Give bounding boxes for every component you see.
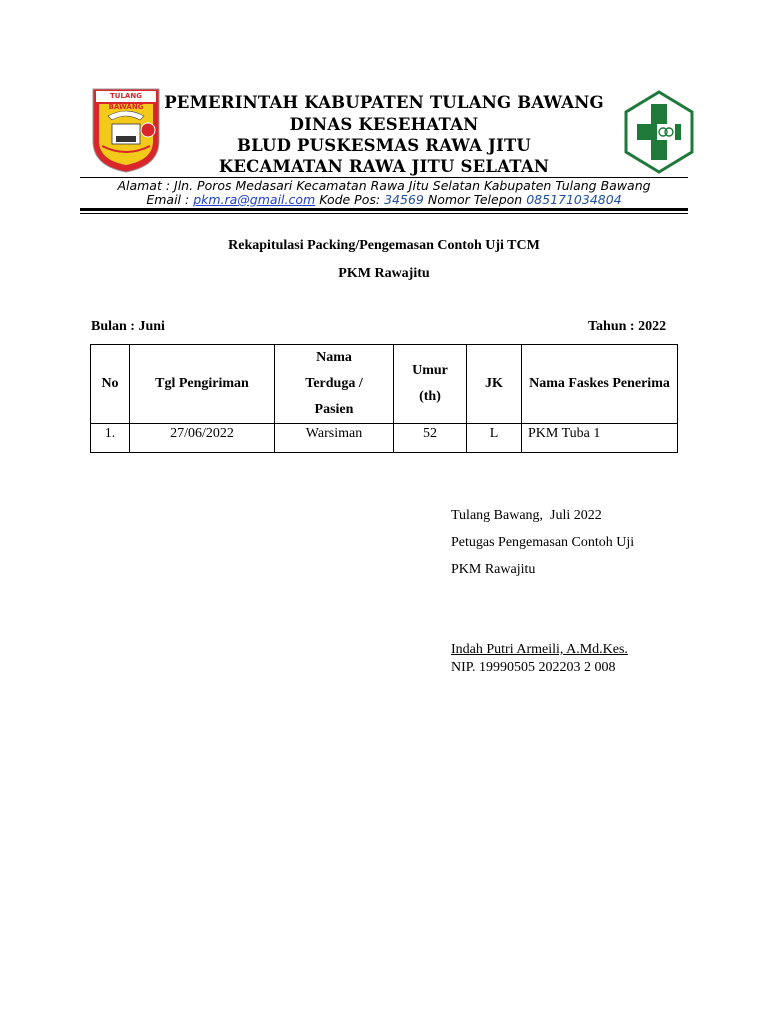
- logo-caption: TULANG BAWANG: [108, 92, 144, 111]
- col-umur-2: (th): [419, 389, 441, 404]
- col-umur: [394, 345, 467, 424]
- header-rule-bottom: [80, 208, 688, 211]
- kop-line-1: PEMERINTAH KABUPATEN TULANG BAWANG: [164, 93, 604, 112]
- document-title: Rekapitulasi Packing/Pengemasan Contoh Uji TCM: [228, 238, 540, 253]
- phone-label: Nomor Telepon: [427, 192, 523, 207]
- col-faskes: Nama Faskes Penerima: [522, 345, 678, 424]
- col-umur-1: Umur: [412, 363, 448, 378]
- cell-jk: L: [467, 424, 522, 453]
- address-line: Alamat : Jln. Poros Medasari Kecamatan Rawa Jitu Selatan Kabupaten Tulang Bawang: [117, 178, 651, 193]
- contact-line: [0, 192, 768, 207]
- table-header-row: [91, 345, 678, 424]
- col-no: No: [91, 345, 130, 424]
- cell-nama: Warsiman: [275, 424, 394, 453]
- email-label: Email :: [146, 192, 190, 207]
- kop-line-2: DINAS KESEHATAN: [289, 115, 479, 134]
- document-subtitle: PKM Rawajitu: [338, 266, 430, 281]
- phone-value: 085171034804: [526, 192, 622, 207]
- cell-faskes: PKM Tuba 1: [522, 424, 678, 453]
- col-nama-3: Pasien: [314, 402, 354, 417]
- kop-line-3: BLUD PUSKESMAS RAWA JITU: [236, 136, 532, 155]
- signature-role-1: Petugas Pengemasan Contoh Uji: [451, 535, 635, 550]
- month-label: Bulan : Juni: [91, 319, 165, 334]
- col-tgl: Tgl Pengiriman: [130, 345, 275, 424]
- cell-umur: 52: [394, 424, 467, 453]
- pos-value: 34569: [384, 192, 424, 207]
- signature-role-2: PKM Rawajitu: [451, 562, 536, 577]
- col-nama: [275, 345, 394, 424]
- col-nama-2: Terduga /: [305, 376, 363, 391]
- pos-label: Kode Pos:: [319, 192, 381, 207]
- email-link[interactable]: pkm.ra@gmail.com: [193, 192, 316, 207]
- cell-tgl: 27/06/2022: [130, 424, 275, 453]
- signature-nip: NIP. 19990505 202203 2 008: [451, 660, 616, 675]
- signature-place-date: Tulang Bawang, Juli 2022: [451, 508, 602, 523]
- header-rule-bottom-thin: [80, 213, 688, 214]
- col-jk: JK: [467, 345, 522, 424]
- kop-line-4: KECAMATAN RAWA JITU SELATAN: [218, 157, 550, 176]
- year-label: Tahun : 2022: [588, 319, 667, 334]
- rekap-table: [90, 344, 678, 453]
- table-row: [91, 424, 678, 453]
- col-nama-1: Nama: [316, 350, 352, 365]
- signature-name: Indah Putri Armeili, A.Md.Kes.: [451, 642, 628, 657]
- cell-no: 1.: [91, 424, 130, 453]
